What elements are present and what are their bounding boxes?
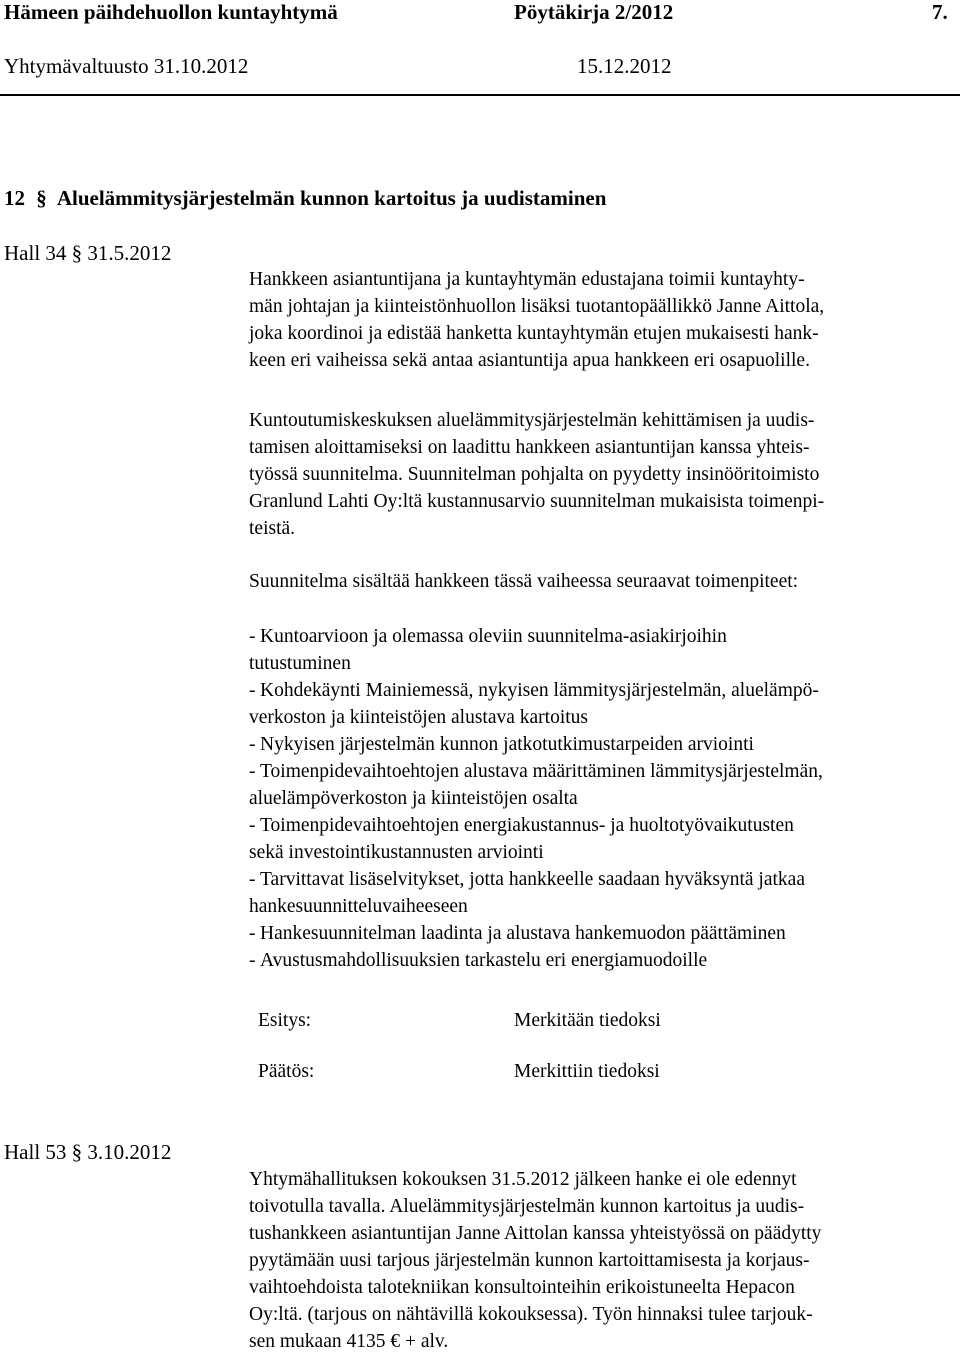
paragraph [249,568,949,595]
section-heading [4,186,606,211]
decision-value: Merkittiin tiedoksi [514,1061,660,1082]
list-item-text: Kuntoarvioon ja olemassa oleviin suunnitelma-asiakirjoihin [260,626,727,647]
list-item: - Toimenpidevaihtoehtojen energiakustannus- ja huoltotyövaikutusten sekä investointikustannusten arviointi [249,812,949,866]
paragraph-line: Suunnitelma sisältää hankkeen tässä vaiheessa seuraavat toimenpiteet: [249,571,799,592]
list-item-continuation: aluelämpöverkoston ja kiinteistöjen osalta [249,788,578,809]
list-item-text: Tarvittavat lisäselvitykset, jotta hankkeelle saadaan hyväksyntä jatkaa [260,869,805,890]
proposal-value: Merkitään tiedoksi [514,1010,661,1031]
list-item: - Avustusmahdollisuuksien tarkastelu eri energiamuodoille [249,947,949,974]
paragraph-line: joka koordinoi ja edistää hanketta kuntayhtymän etujen mukaisesti hank- [249,323,819,344]
list-item-continuation: sekä investointikustannusten arviointi [249,842,544,863]
page-number: 7. [932,0,948,24]
paragraph-line: Granlund Lahti Oy:ltä kustannusarvio suunnitelman mukaisista toimenpi- [249,491,825,512]
paragraph-line: vaihtoehdoista talotekniikan konsultointeihin erikoistuneelta Hepacon [249,1277,795,1298]
paragraph-line: tushankkeen asiantuntijan Janne Aittolan kanssa yhteistyössä on päädytty [249,1223,822,1244]
section-number: 12 [4,186,25,210]
list-item: - Kohdekäynti Mainiemessä, nykyisen lämmitysjärjestelmän, aluelämpö- verkoston ja kiinteistöjen alustava kartoitus [249,677,949,731]
list-item-text: Nykyisen järjestelmän kunnon jatkotutkimustarpeiden arviointi [260,734,754,755]
paragraph-line: män johtajan ja kiinteistönhuollon lisäksi tuotantopäällikkö Janne Aittola, [249,296,825,317]
paragraph [249,266,949,374]
paragraph [249,1166,949,1355]
section-title: Aluelämmitysjärjestelmän kunnon kartoitus ja uudistaminen [56,186,607,210]
list-item: - Hankesuunnitelman laadinta ja alustava hankemuodon päättäminen [249,920,949,947]
paragraph-line: Yhtymähallituksen kokouksen 31.5.2012 jälkeen hanke ei ole edennyt [249,1169,797,1190]
meeting-date: 15.12.2012 [577,54,672,78]
paragraph-line: keen eri vaiheissa sekä antaa asiantuntija apua hankkeen eri osapuolille. [249,350,810,371]
list-item-continuation: verkoston ja kiinteistöjen alustava kartoitus [249,707,589,728]
entry-reference: Hall 34 § 31.5.2012 [4,241,172,265]
list-item: - Tarvittavat lisäselvitykset, jotta hankkeelle saadaan hyväksyntä jatkaa hankesuunnitteluvaiheeseen [249,866,949,920]
paragraph-line: toivotulla tavalla. Aluelämmitysjärjestelmän kunnon kartoitus ja uudis- [249,1196,805,1217]
measures-list [249,623,949,974]
header-divider [0,94,960,96]
list-item-text: Kohdekäynti Mainiemessä, nykyisen lämmitysjärjestelmän, aluelämpö- [260,680,819,701]
list-item-text: Toimenpidevaihtoehtojen alustava määrittäminen lämmitysjärjestelmän, [260,761,823,782]
section-symbol: § [36,186,47,210]
list-item-text: Avustusmahdollisuuksien tarkastelu eri energiamuodoille [260,950,708,971]
proposal-label: Esitys: [258,1010,312,1031]
paragraph-line: Oy:ltä. (tarjous on nähtävillä kokouksessa). Työn hinnaksi tulee tarjouk- [249,1304,813,1325]
paragraph-line: sen mukaan 4135 € + alv. [249,1331,449,1352]
paragraph-line: teistä. [249,518,296,539]
list-item: - Nykyisen järjestelmän kunnon jatkotutkimustarpeiden arviointi [249,731,949,758]
list-item-continuation: hankesuunnitteluvaiheeseen [249,896,468,917]
list-item-continuation: tutustuminen [249,653,351,674]
paragraph-line: työssä suunnitelma. Suunnitelman pohjalta on pyydetty insinööritoimisto [249,464,820,485]
organization-name: Hämeen päihdehuollon kuntayhtymä [4,0,338,24]
entry-reference: Hall 53 § 3.10.2012 [4,1140,172,1164]
meeting-name: Yhtymävaltuusto 31.10.2012 [4,54,249,78]
paragraph-line: Hankkeen asiantuntijana ja kuntayhtymän edustajana toimii kuntayhty- [249,269,805,290]
paragraph-line: tamisen aloittamiseksi on laadittu hankkeen asiantuntijan kanssa yhteis- [249,437,810,458]
list-item-text: Hankesuunnitelman laadinta ja alustava hankemuodon päättäminen [260,923,786,944]
document-title: Pöytäkirja 2/2012 [514,0,674,24]
list-item: - Kuntoarvioon ja olemassa oleviin suunnitelma-asiakirjoihin tutustuminen [249,623,949,677]
paragraph-line: Kuntoutumiskeskuksen aluelämmitysjärjestelmän kehittämisen ja uudis- [249,410,815,431]
list-item-text: Toimenpidevaihtoehtojen energiakustannus- ja huoltotyövaikutusten [260,815,794,836]
paragraph [249,407,949,542]
paragraph-line: pyytämään uusi tarjous järjestelmän kunnon kartoittamisesta ja korjaus- [249,1250,810,1271]
list-item: - Toimenpidevaihtoehtojen alustava määrittäminen lämmitysjärjestelmän, aluelämpöverkoston ja kiinteistöjen osalta [249,758,949,812]
decision-label: Päätös: [258,1061,315,1082]
